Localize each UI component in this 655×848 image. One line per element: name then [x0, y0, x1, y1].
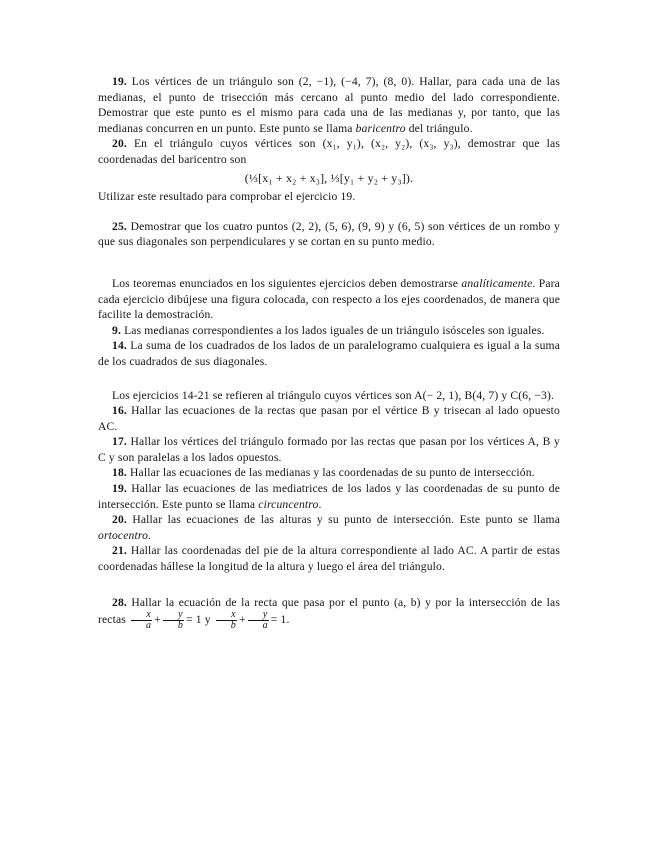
- exercise-number: 18.: [112, 466, 127, 480]
- exercise-17: [98, 434, 560, 465]
- exercise-21: [98, 543, 560, 574]
- exercise-number: 20.: [112, 513, 127, 527]
- exercise-19-a: [98, 74, 560, 136]
- fraction-y-over-b: $\frac{y}{b}$: [163, 610, 184, 631]
- fraction-x-over-a: $\frac{x}{a}$: [131, 610, 152, 631]
- equation-rhs: = 1: [186, 613, 202, 627]
- exercise-9: [98, 323, 560, 339]
- exercise-text: Hallar las ecuaciones de las alturas y su punto de intersección. Este punto se llama: [132, 513, 560, 527]
- exercise-text: Hallar la ecuación de la recta que pasa por el punto (a, b) y por la intersección de las rectas: [98, 595, 560, 627]
- plus-sign: +: [154, 613, 161, 627]
- exercise-25: [98, 219, 560, 250]
- exercise-number: 21.: [112, 544, 127, 558]
- exercise-text-tail: del triángulo.: [405, 121, 473, 135]
- plus-sign: +: [238, 613, 246, 627]
- intro-text: Los ejercicios 14-21 se refieren al triángulo cuyos vértices son A(− 2, 1), B(4, 7) y C(6, −3).: [112, 388, 555, 402]
- exercise-number: 19.: [112, 482, 127, 496]
- theorems-intro: [98, 276, 560, 323]
- exercise-text: Hallar las ecuaciones de las medianas y las coordenadas de su punto de intersección.: [130, 466, 535, 480]
- exercise-19-b: [98, 481, 560, 512]
- exercise-text: Hallar las ecuaciones de las mediatrices de los lados y las coordenadas de su punto de intersección. Este punto se llama: [98, 482, 560, 511]
- exercise-number: 28.: [112, 595, 127, 609]
- exercise-text-tail: .: [148, 528, 152, 542]
- exercise-number: 19.: [112, 75, 127, 88]
- after-formula-text: Utilizar este resultado para comprobar el ejercicio 19.: [98, 190, 356, 204]
- exercise-text: Las medianas correspondientes a los lados iguales de un triángulo isósceles son iguales.: [124, 323, 545, 337]
- equation-rhs: = 1.: [270, 613, 290, 627]
- exercise-text: Hallar las coordenadas del pie de la altura correspondiente al lado AC. A partir de estas coordenadas hállese la longitud de la altura y luego el área del triángulo.: [98, 544, 560, 574]
- exercise-number: 20.: [112, 137, 127, 151]
- exercise-number: 25.: [112, 219, 127, 233]
- intro-text: Los teoremas enunciados en los siguientes ejercicios deben demostrarse: [112, 276, 462, 290]
- exercise-text: Los vértices de un triángulo son (2, −1), (−4, 7), (8, 0). Hallar, para cada una de las medianas, el punto de trisección más cercano al punto medio del lado correspondiente. Demostrar que este punto es el mismo para cada una de las medianas y, por tanto, que las medianas concurren en un punto. Este punto se llama: [98, 75, 560, 135]
- term-analiticamente: analíticamente: [461, 276, 533, 290]
- exercise-16: [98, 403, 560, 434]
- intro-text-tail: . Para cada ejercicio dibújese una figura colocada, con respecto a los ejes coordenados, de manera que facilite la demostración.: [98, 276, 560, 322]
- exercise-20-b: [98, 512, 560, 543]
- exercise-text: La suma de los cuadrados de los lados de un paralelogramo cualquiera es igual a la suma de los cuadrados de sus diagonales.: [98, 339, 560, 368]
- exercise-text: Hallar los vértices del triángulo formado por las rectas que pasan por los vértices A, B y C y son paralelas a los lados opuestos.: [98, 435, 560, 464]
- exercise-number: 17.: [112, 435, 127, 449]
- exercise-text-tail: .: [318, 497, 322, 511]
- fraction-x-over-b: $\frac{x}{b}$: [216, 610, 237, 631]
- term-circuncentro: circuncentro: [258, 497, 319, 511]
- fraction-y-over-a: $\frac{y}{a}$: [248, 610, 269, 631]
- exercise-number: 9.: [112, 323, 121, 337]
- exercise-20-a: [98, 136, 560, 167]
- exercise-number: 16.: [112, 404, 127, 418]
- exercise-18: [98, 465, 560, 481]
- exercise-text: Hallar las ecuaciones de la rectas que pasan por el vértice B y trisecan al lado opuesto AC.: [98, 404, 560, 433]
- exercise-text: Demostrar que los cuatro puntos (2, 2), (5, 6), (9, 9) y (6, 5) son vértices de un rombo y que sus diagonales son perpendiculares y se cortan en su punto medio.: [98, 219, 560, 249]
- centroid-formula: (⅓[x₁ + x₂ + x₃], ⅓[y₁ + y₂ + y₃]).: [244, 170, 414, 185]
- document-page: [98, 74, 560, 631]
- exercise-text: En el triángulo cuyos vértices son (x₁, y₁), (x₂, y₂), (x₃, y₃), demostrar que las coordenadas del baricentro son: [98, 137, 560, 166]
- conjunction: y: [204, 613, 211, 627]
- exercise-number: 14.: [112, 339, 127, 353]
- term-baricentro: baricentro: [355, 121, 406, 135]
- exercise-28: [98, 595, 560, 632]
- exercise-14: [98, 338, 560, 369]
- triangle-exercises-intro: [98, 388, 560, 404]
- term-ortocentro: ortocentro: [98, 528, 149, 542]
